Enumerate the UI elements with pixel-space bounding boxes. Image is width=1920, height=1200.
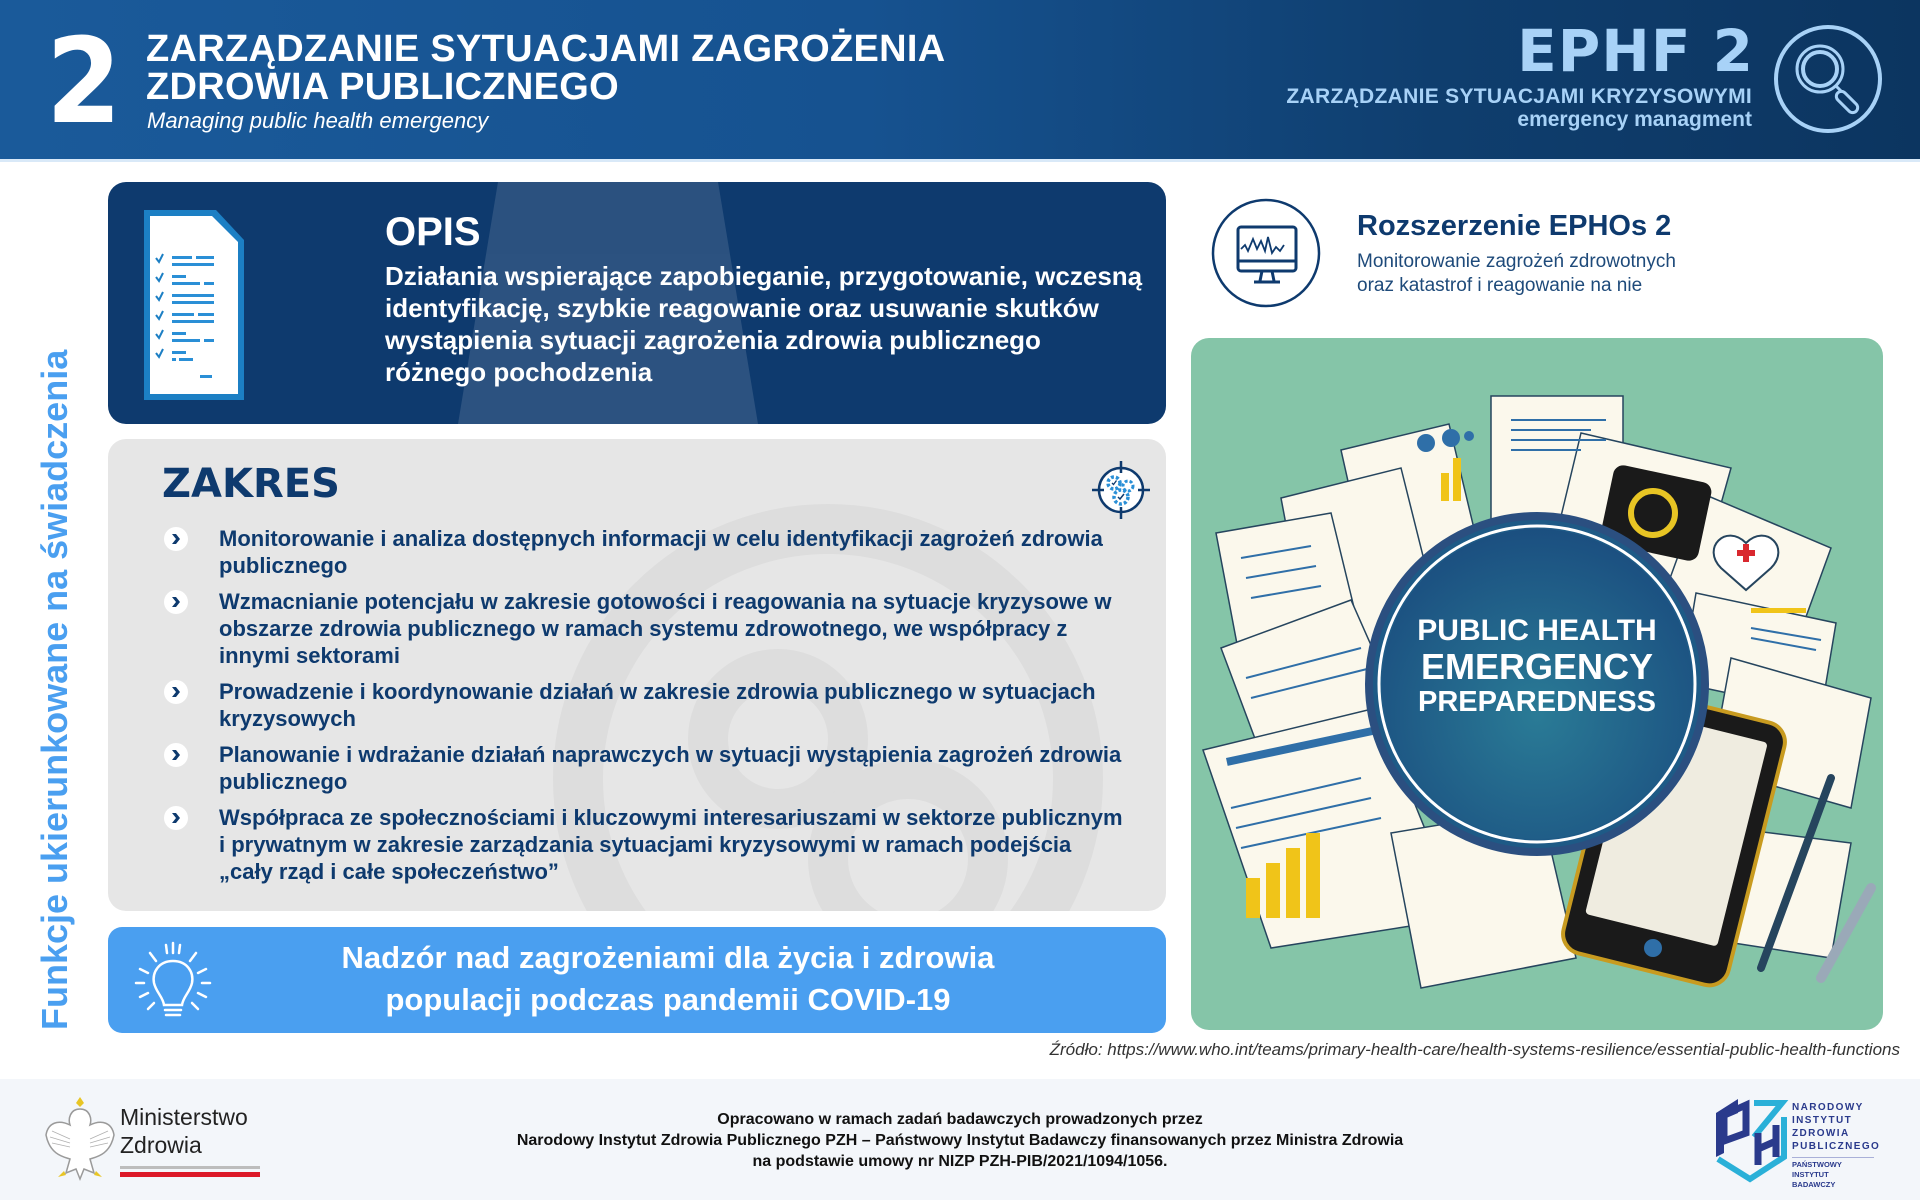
opis-description: Działania wspierające zapobieganie, przygotowanie, wczesną identyfikację, szybkie reagowanie oraz usuwanie skutków wystąpienia sytuacji zagrożenia zdrowia publicznego różnego pochodzenia bbox=[385, 261, 1143, 387]
ephos-description bbox=[1357, 250, 1676, 298]
illustration-line2: EMERGENCY bbox=[1420, 646, 1654, 687]
list-item: Wzmacnianie potencjału w zakresie gotowości i reagowania na sytuacje kryzysowe w obszarze zdrowia publicznego w ramach systemu zdrowotnego, we współpracy z innymi sektorami bbox=[164, 588, 1124, 669]
header bbox=[0, 0, 1920, 162]
pzh-logo-icon bbox=[1710, 1093, 1790, 1183]
opis-heading: OPIS bbox=[385, 210, 481, 254]
opis-panel bbox=[108, 182, 1166, 424]
list-item: Prowadzenie i koordynowanie działań w zakresie zdrowia publicznego w sytuacjach kryzysowych bbox=[164, 678, 1124, 732]
checklist-document-icon bbox=[144, 210, 244, 400]
preparedness-illustration bbox=[1191, 338, 1883, 1030]
list-item: Współpraca ze społecznościami i kluczowymi interesariuszami w sektorze publicznym i prywatnym w zakresie zarządzania sytuacjami kryzysowymi w ramach podejścia „cały rząd i całe społeczeństwo” bbox=[164, 804, 1124, 885]
chevron-right-icon bbox=[164, 590, 188, 614]
illustration-line3: PREPAREDNESS bbox=[1418, 685, 1656, 718]
ministry-name: Ministerstwo Zdrowia bbox=[120, 1104, 248, 1158]
banner-line1: Nadzór nad zagrożeniami dla życia i zdrowia bbox=[341, 940, 995, 975]
ephos-description-line1: Monitorowanie zagrożeń zdrowotnych bbox=[1357, 251, 1676, 272]
illustration-line1: PUBLIC HEALTH bbox=[1417, 614, 1657, 647]
page-title-line2: ZDROWIA PUBLICZNEGO bbox=[146, 66, 619, 108]
chevron-right-icon bbox=[164, 680, 188, 704]
zakres-panel bbox=[108, 439, 1166, 911]
chevron-right-icon bbox=[164, 806, 188, 830]
zakres-list bbox=[164, 525, 1124, 894]
illustration-caption bbox=[1387, 614, 1687, 718]
target-gears-icon bbox=[1090, 459, 1152, 521]
ephos-description-line2: oraz katastrof i reagowanie na nie bbox=[1357, 275, 1643, 296]
flag-bars bbox=[120, 1166, 260, 1178]
ephf-label: EPHF 2 bbox=[1517, 17, 1754, 85]
zakres-heading: ZAKRES bbox=[162, 461, 340, 507]
footer bbox=[0, 1079, 1920, 1200]
source-citation: Źródło: https://www.who.int/teams/primary-health-care/health-systems-resilience/essential-public-health-functions bbox=[1049, 1040, 1900, 1059]
list-item: Planowanie i wdrażanie działań naprawczych w sytuacji wystąpienia zagrożeń zdrowia publicznego bbox=[164, 741, 1124, 795]
chevron-right-icon bbox=[164, 527, 188, 551]
ephf-subtitle-en: emergency managment bbox=[1517, 108, 1752, 131]
monitor-pulse-icon bbox=[1210, 197, 1322, 309]
page-title bbox=[146, 30, 945, 106]
pzh-subtitle: PAŃSTWOWY INSTYTUT BADAWCZY bbox=[1792, 1157, 1874, 1190]
banner-text bbox=[218, 937, 1118, 1021]
side-category-label: Funkcje ukierunkowane na świadczenia bbox=[34, 349, 75, 1030]
pzh-name: NARODOWY INSTYTUT ZDROWIA PUBLICZNEGO bbox=[1792, 1102, 1881, 1152]
ephf-subtitle-pl: ZARZĄDZANIE SYTUACJAMI KRYZYSOWYMI bbox=[1286, 85, 1752, 108]
list-item: Monitorowanie i analiza dostępnych informacji w celu identyfikacji zagrożeń zdrowia publicznego bbox=[164, 525, 1124, 579]
covid-banner bbox=[108, 927, 1166, 1033]
page-title-line1: ZARZĄDZANIE SYTUACJAMI ZAGROŻENIA bbox=[146, 28, 946, 70]
banner-line2: populacji podczas pandemii COVID-19 bbox=[385, 982, 951, 1017]
page-subtitle: Managing public health emergency bbox=[147, 108, 489, 133]
lightbulb-icon bbox=[130, 939, 216, 1025]
ephos-title: Rozszerzenie EPHOs 2 bbox=[1357, 210, 1672, 242]
polish-eagle-icon bbox=[40, 1095, 120, 1185]
chevron-right-icon bbox=[164, 743, 188, 767]
magnifier-icon bbox=[1772, 23, 1884, 135]
function-number: 2 bbox=[46, 12, 122, 150]
footer-credits: Opracowano w ramach zadań badawczych prowadzonych przez Narodowy Instytut Zdrowia Publicznego PZH – Państwowy Instytut Badawczy finansowanych przez Ministra Zdrowia na podstawie umowy nr NIZP PZH-PIB/2021/1094/1056. bbox=[516, 1111, 1404, 1170]
